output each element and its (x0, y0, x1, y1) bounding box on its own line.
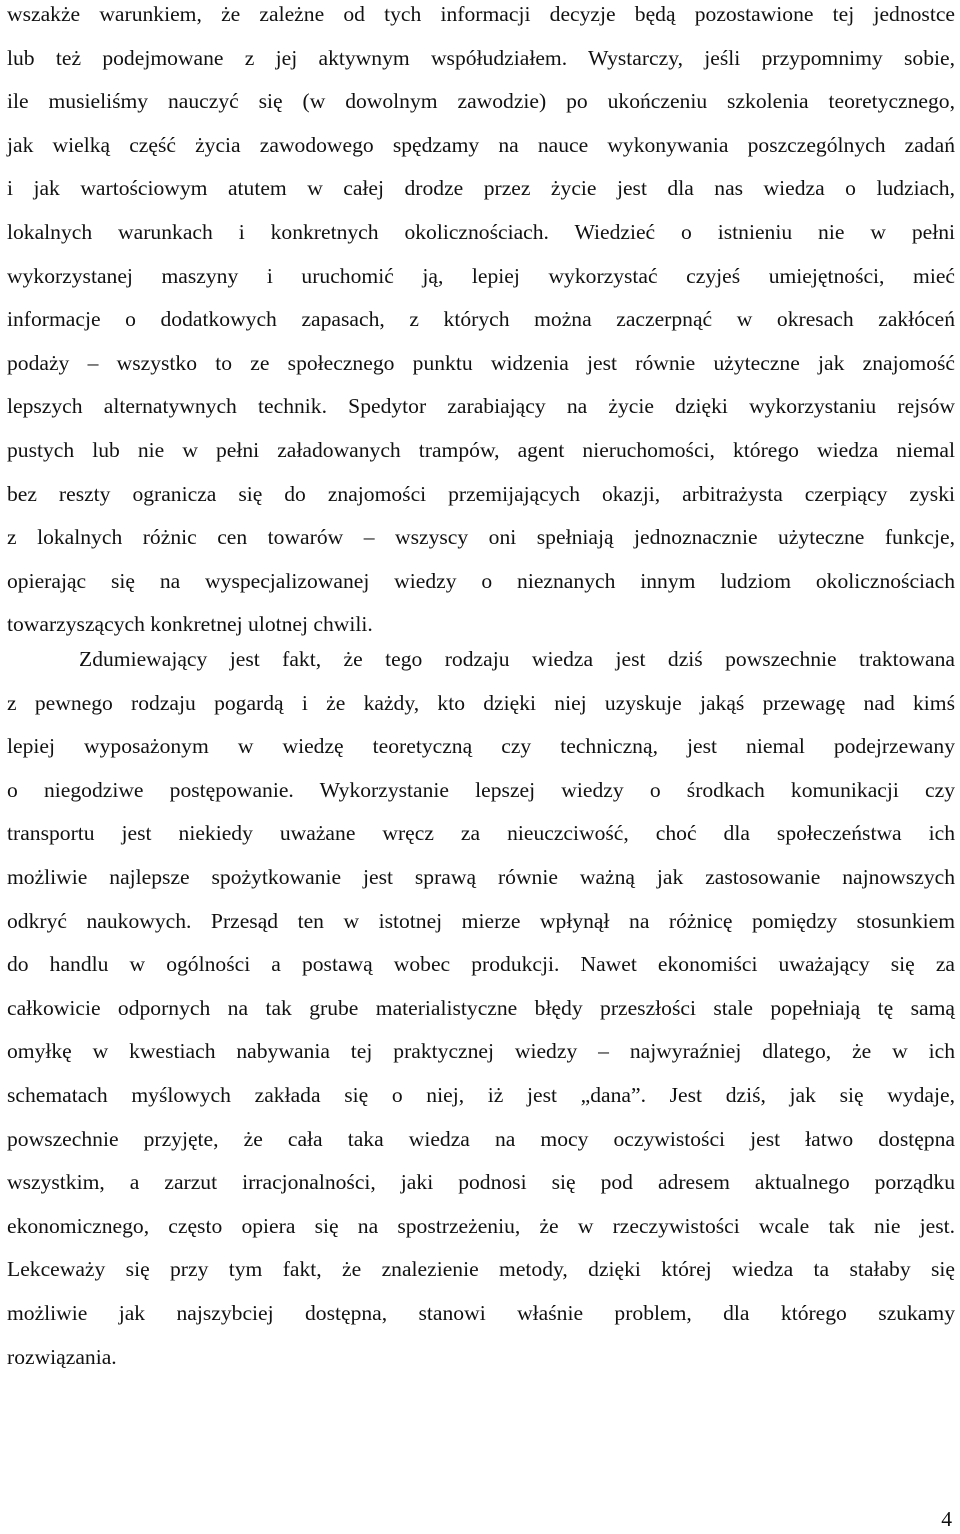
text-line: omyłkę w kwestiach nabywania tej praktycznej wiedzy – najwyraźniej dlatego, że w ich (7, 1039, 955, 1064)
text-line: i jak wartościowym atutem w całej drodze przez życie jest dla nas wiedza o ludziach, (7, 176, 955, 201)
text-line: informacje o dodatkowych zapasach, z których można zaczerpnąć w okresach zakłóceń (7, 307, 955, 332)
text-line: lepszych alternatywnych technik. Spedytor zarabiający na życie dzięki wykorzystaniu rejsów (7, 394, 955, 419)
text-line: możliwie najlepsze spożytkowanie jest sprawą równie ważną jak zastosowanie najnowszych (7, 864, 955, 889)
text-line: lub też podejmowane z jej aktywnym współudziałem. Wystarczy, jeśli przypomnimy sobie, (7, 45, 955, 70)
text-line: z pewnego rodzaju pogardą i że każdy, kto dzięki niej uzyskuje jakąś przewagę nad kimś (7, 690, 955, 715)
page-number: 4 (941, 1507, 952, 1531)
text-line: pustych lub nie w pełni załadowanych trampów, agent nieruchomości, którego wiedza niemal (7, 437, 955, 462)
paragraph-2 (7, 638, 955, 1379)
text-line: podaży – wszystko to ze społecznego punktu widzenia jest równie użyteczne jak znajomość (7, 350, 955, 375)
text-line: schematach myślowych zakłada się o niej, iż jest „dana”. Jest dziś, jak się wydaje, (7, 1082, 955, 1107)
text-line: odkryć naukowych. Przesąd ten w istotnej mierze wpłynął na różnicę pomiędzy stosunkiem (7, 908, 955, 933)
text-line: ekonomicznego, często opiera się na spostrzeżeniu, że w rzeczywistości wcale tak nie jest. (7, 1213, 955, 1238)
text-line: lepiej wyposażonym w wiedzę teoretyczną czy techniczną, jest niemal podejrzewany (7, 734, 955, 759)
text-line: opierając się na wyspecjalizowanej wiedzy o nieznanych innym ludziom okolicznościach (7, 568, 955, 593)
text-line: z lokalnych różnic cen towarów – wszyscy oni spełniają jednoznacznie użyteczne funkcje, (7, 525, 955, 550)
text-line: ile musieliśmy nauczyć się (w dowolnym zawodzie) po ukończeniu szkolenia teoretycznego, (7, 89, 955, 114)
text-line: towarzyszących konkretnej ulotnej chwili. (7, 612, 373, 637)
text-line: o niegodziwe postępowanie. Wykorzystanie lepszej wiedzy o środkach komunikacji czy (7, 777, 955, 802)
text-line: do handlu w ogólności a postawą wobec produkcji. Nawet ekonomiści uważający się za (7, 952, 955, 977)
text-line: bez reszty ogranicza się do znajomości przemijających okazji, arbitrażysta czerpiący zyski (7, 481, 955, 506)
text-line: wykorzystanej maszyny i uruchomić ją, lepiej wykorzystać czyjeś umiejętności, mieć (7, 263, 955, 288)
paragraph-1 (7, 0, 955, 647)
text-line: rozwiązania. (7, 1344, 117, 1369)
text-line: wszakże warunkiem, że zależne od tych informacji decyzje będą pozostawione tej jednostce (7, 2, 955, 26)
text-line: Lekceważy się przy tym fakt, że znalezienie metody, dzięki której wiedza ta stałaby się (7, 1257, 955, 1282)
text-line: całkowicie odpornych na tak grube materialistyczne błędy przeszłości stale popełniają tę samą (7, 995, 955, 1020)
text-line: Zdumiewający jest fakt, że tego rodzaju wiedza jest dziś powszechnie traktowana (79, 647, 955, 671)
text-line: jak wielką część życia zawodowego spędzamy na nauce wykonywania poszczególnych zadań (7, 132, 955, 157)
text-line: możliwie jak najszybciej dostępna, stanowi właśnie problem, dla którego szukamy (7, 1300, 955, 1325)
text-line: lokalnych warunkach i konkretnych okolicznościach. Wiedzieć o istnieniu nie w pełni (7, 219, 955, 244)
text-line: wszystkim, a zarzut irracjonalności, jaki podnosi się pod adresem aktualnego porządku (7, 1170, 955, 1195)
text-line: powszechnie przyjęte, że cała taka wiedza na mocy oczywistości jest łatwo dostępna (7, 1126, 955, 1151)
text-line: transportu jest niekiedy uważane wręcz za nieuczciwość, choć dla społeczeństwa ich (7, 821, 955, 846)
